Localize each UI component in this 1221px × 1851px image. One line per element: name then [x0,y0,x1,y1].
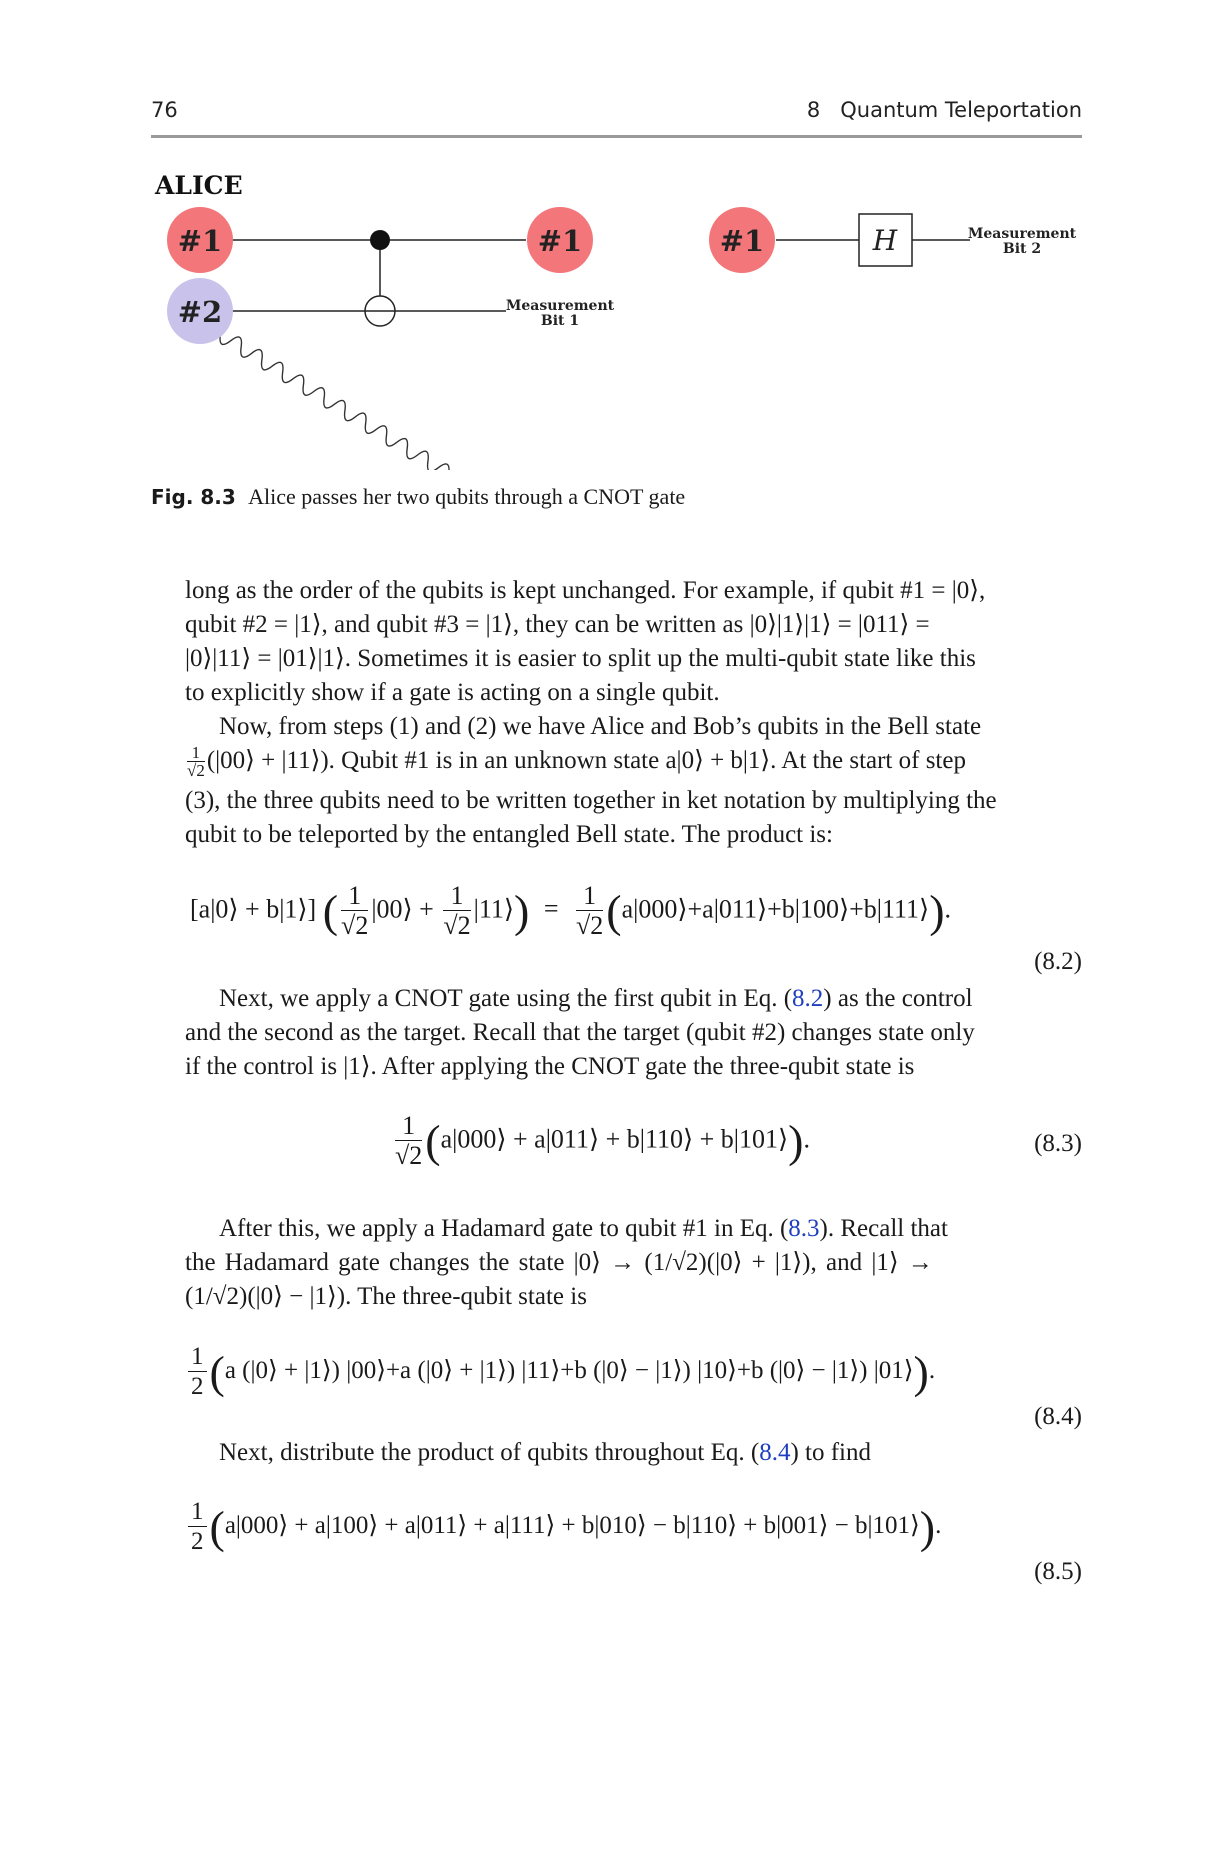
qubit2-label: #2 [177,295,223,329]
paragraph-1 [185,574,1082,710]
paragraph-1-line: qubit #2 = |1⟩, and qubit #3 = |1⟩, they can be written as |0⟩|1⟩|1⟩ = |011⟩ = [185,611,930,638]
measurement-bit1-line2: Bit 1 [540,313,580,329]
equation-8-5: $\frac{1}{2}$ (a|000⟩ + a|100⟩ + a|011⟩ + a|111⟩ + b|010⟩ − b|110⟩ + b|001⟩ − b|101⟩). [185,1498,1082,1557]
qubit1-after-cnot-label: #1 [537,224,583,258]
paragraph-2-line: (3), the three qubits need to be written together in ket notation by multiplying the [185,787,997,814]
figure-caption-text: Alice passes her two qubits through a CNOT gate [248,484,686,509]
hadamard-gate-label: H [872,224,898,257]
qubit1-hadamard-label: #1 [719,224,765,258]
cnot-control-dot [370,230,390,250]
equation-8-3: $\frac{1}{√2}$ (a|000⟩ + a|011⟩ + b|110⟩ + b|101⟩). [395,1111,810,1170]
bell-fraction: $\frac{1}{√2}$ [187,743,205,781]
equation-number-8-5: (8.5) [1034,1558,1082,1585]
eq-ref-8-4[interactable]: 8.4 [759,1439,791,1466]
figure-caption [151,484,685,510]
entanglement-wave [190,322,480,470]
equation-8-2: [a|0⟩ + b|1⟩] ( $\frac{1}{√2}$ |00⟩ + $\frac{1}{√2}$ |11⟩) = $\frac{1}{√2}$ (a|000⟩+a|011⟩+b|100⟩+b|111⟩). [190,881,952,940]
running-header-title: 8 Quantum Teleportation [806,98,1082,122]
paragraph-2-line: Now, from steps (1) and (2) we have Alice and Bob’s qubits in the Bell state [219,713,982,740]
qubit1-label: #1 [177,224,223,258]
paragraph-4: After this, we apply a Hadamard gate to qubit #1 in Eq. (8.3). Recall that the Hadamard gate changes the state |0⟩ → (1/√2)(|0⟩ + |1⟩), and |1⟩ → (1/√2)(|0⟩ − |1⟩). The three-qubit state is [185,1215,948,1310]
paragraph-1-line: to explicitly show if a gate is acting on a single qubit. [185,679,720,706]
measurement-bit2-line2: Bit 2 [1002,241,1042,257]
page-number: 76 [151,98,178,122]
measurement-bit2-line1: Measurement [967,226,1077,242]
header-rule [151,135,1082,138]
eq-ref-8-3[interactable]: 8.3 [788,1215,820,1242]
equation-number-8-2: (8.2) [1034,948,1082,975]
equation-number-8-3: (8.3) [1034,1130,1082,1157]
cnot-circuit-figure [140,160,1090,470]
figure-caption-label: Fig. 8.3 [151,485,236,509]
paragraph-2 [185,710,1082,852]
paragraph-1-line: |0⟩|11⟩ = |01⟩|1⟩. Sometimes it is easier to split up the multi-qubit state like this [185,645,976,672]
paragraph-2-line: $\frac{1}{√2}$ (|00⟩ + |11⟩). Qubit #1 is in an unknown state a|0⟩ + b|1⟩. At the start of step [187,743,966,781]
paragraph-5: Next, distribute the product of qubits throughout Eq. (8.4) to find [219,1439,871,1466]
eq-ref-8-2[interactable]: 8.2 [792,985,824,1012]
measurement-bit1-line1: Measurement [505,298,615,314]
equation-number-8-4: (8.4) [1034,1403,1082,1430]
paragraph-3: Next, we apply a CNOT gate using the first qubit in Eq. (8.2) as the control and the second as the target. Recall that the target (qubit #2) changes state only if the control is |1⟩. After applying the CNOT gate the three-qubit state is [185,985,975,1080]
equation-8-4: $\frac{1}{2}$ (a (|0⟩ + |1⟩) |00⟩+a (|0⟩ + |1⟩) |11⟩+b (|0⟩ − |1⟩) |10⟩+b (|0⟩ − |1⟩) |01⟩). [185,1343,1082,1402]
alice-label: ALICE [155,171,243,200]
paragraph-2-line: qubit to be teleported by the entangled Bell state. The product is: [185,821,833,848]
paragraph-1-line: long as the order of the qubits is kept unchanged. For example, if qubit #1 = |0⟩, [185,577,986,604]
